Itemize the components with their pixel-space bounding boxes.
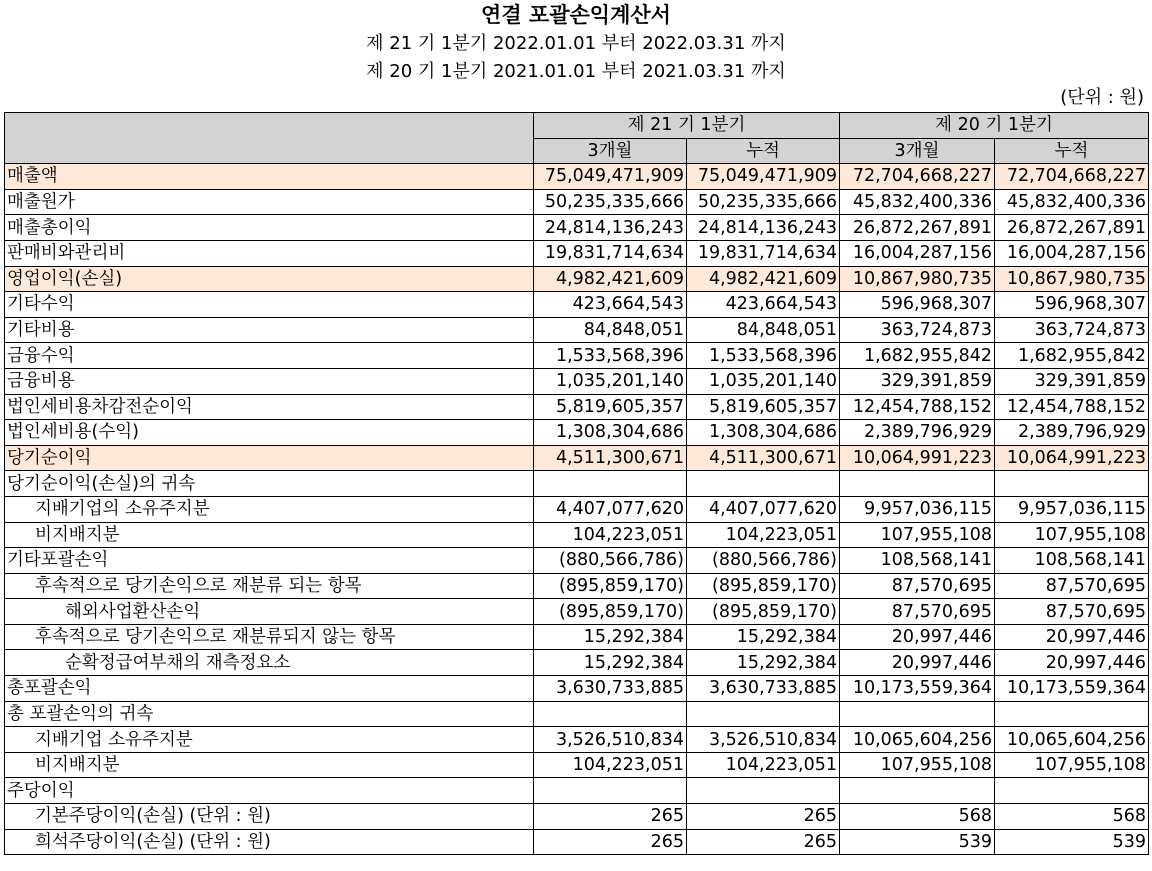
row-value: 10,867,980,735	[840, 266, 995, 292]
table-row	[5, 573, 1149, 599]
row-value: 45,832,400,336	[840, 189, 995, 215]
row-value: (895,859,170)	[534, 599, 687, 625]
row-label: 매출액	[5, 164, 534, 190]
row-value: 10,867,980,735	[995, 266, 1149, 292]
row-value	[840, 778, 995, 804]
row-value: 20,997,446	[840, 624, 995, 650]
row-label: 법인세비용차감전순이익	[5, 394, 534, 420]
row-value: 19,831,714,634	[534, 240, 687, 266]
row-value	[687, 471, 840, 497]
row-value: 15,292,384	[534, 624, 687, 650]
table-row	[5, 829, 1149, 855]
row-value: 107,955,108	[995, 522, 1149, 548]
row-value: 50,235,335,666	[687, 189, 840, 215]
row-label: 기타비용	[5, 317, 534, 343]
row-value: 108,568,141	[995, 548, 1149, 574]
table-row	[5, 624, 1149, 650]
row-label: 해외사업환산손익	[5, 599, 534, 625]
row-value: 1,533,568,396	[687, 343, 840, 369]
table-row	[5, 240, 1149, 266]
row-label: 당기순이익(손실)의 귀속	[5, 471, 534, 497]
header-sub-prior-cum: 누적	[995, 138, 1149, 164]
row-value: 16,004,287,156	[840, 240, 995, 266]
row-label: 당기순이익	[5, 445, 534, 471]
row-value: 87,570,695	[995, 599, 1149, 625]
row-label: 기타포괄손익	[5, 548, 534, 574]
row-value	[995, 778, 1149, 804]
header-sub-current-3m: 3개월	[534, 138, 687, 164]
row-value: 1,308,304,686	[534, 420, 687, 446]
row-value: 423,664,543	[534, 292, 687, 318]
row-value: 72,704,668,227	[995, 164, 1149, 190]
row-label: 후속적으로 당기손익으로 재분류되지 않는 항목	[5, 624, 534, 650]
row-value: 104,223,051	[687, 752, 840, 778]
row-value: 4,982,421,609	[687, 266, 840, 292]
row-value	[534, 471, 687, 497]
period-prior: 제 20 기 1분기 2021.01.01 부터 2021.03.31 까지	[366, 61, 786, 82]
row-value: 3,526,510,834	[687, 727, 840, 753]
row-value: 1,308,304,686	[687, 420, 840, 446]
row-label: 판매비와관리비	[5, 240, 534, 266]
row-value: 596,968,307	[840, 292, 995, 318]
row-value: 107,955,108	[840, 752, 995, 778]
row-value	[840, 471, 995, 497]
row-value: 75,049,471,909	[534, 164, 687, 190]
row-value: 363,724,873	[840, 317, 995, 343]
row-value: 10,065,604,256	[995, 727, 1149, 753]
table-row	[5, 368, 1149, 394]
row-value: 10,064,991,223	[840, 445, 995, 471]
row-value	[995, 701, 1149, 727]
table-row	[5, 215, 1149, 241]
row-label: 지배기업의 소유주지분	[5, 496, 534, 522]
row-value: 1,035,201,140	[687, 368, 840, 394]
unit-label: (단위 : 원)	[1060, 87, 1144, 108]
table-row	[5, 445, 1149, 471]
row-value: (895,859,170)	[687, 599, 840, 625]
row-value: 329,391,859	[995, 368, 1149, 394]
table-row	[5, 778, 1149, 804]
table-row	[5, 164, 1149, 190]
row-value: 5,819,605,357	[687, 394, 840, 420]
row-value: 104,223,051	[534, 522, 687, 548]
row-value: 15,292,384	[687, 624, 840, 650]
header-blank-cell	[5, 113, 534, 164]
statement-title: 연결 포괄손익계산서	[481, 3, 671, 27]
row-value: 87,570,695	[995, 573, 1149, 599]
row-value: 24,814,136,243	[687, 215, 840, 241]
row-value: 107,955,108	[995, 752, 1149, 778]
row-value: 2,389,796,929	[840, 420, 995, 446]
table-row	[5, 394, 1149, 420]
table-row	[5, 471, 1149, 497]
row-value	[534, 778, 687, 804]
header-sub-prior-3m: 3개월	[840, 138, 995, 164]
row-value: 1,682,955,842	[995, 343, 1149, 369]
table-row	[5, 496, 1149, 522]
table-row	[5, 676, 1149, 702]
row-value: 19,831,714,634	[687, 240, 840, 266]
row-label: 희석주당이익(손실) (단위 : 원)	[5, 829, 534, 855]
row-value: 20,997,446	[840, 650, 995, 676]
row-value: 3,630,733,885	[534, 676, 687, 702]
header-row-groups	[5, 113, 1149, 139]
row-value: 363,724,873	[995, 317, 1149, 343]
row-value	[687, 701, 840, 727]
row-value: 24,814,136,243	[534, 215, 687, 241]
table-row	[5, 317, 1149, 343]
row-value: (880,566,786)	[534, 548, 687, 574]
row-label: 비지배지분	[5, 752, 534, 778]
row-value	[534, 701, 687, 727]
row-value: 10,173,559,364	[995, 676, 1149, 702]
row-value: 1,035,201,140	[534, 368, 687, 394]
row-value: 107,955,108	[840, 522, 995, 548]
row-value: 1,682,955,842	[840, 343, 995, 369]
row-value: 12,454,788,152	[995, 394, 1149, 420]
row-value: 72,704,668,227	[840, 164, 995, 190]
table-row	[5, 292, 1149, 318]
row-value: 87,570,695	[840, 573, 995, 599]
row-value: 104,223,051	[687, 522, 840, 548]
row-value: 4,407,077,620	[687, 496, 840, 522]
row-label: 비지배지분	[5, 522, 534, 548]
row-value: 1,533,568,396	[534, 343, 687, 369]
row-value: 45,832,400,336	[995, 189, 1149, 215]
row-value: 10,065,604,256	[840, 727, 995, 753]
statement-rows	[5, 164, 1149, 855]
table-row	[5, 189, 1149, 215]
income-statement-table	[4, 112, 1149, 855]
row-label: 후속적으로 당기손익으로 재분류 되는 항목	[5, 573, 534, 599]
header-group-current: 제 21 기 1분기	[534, 113, 840, 139]
row-value: 4,982,421,609	[534, 266, 687, 292]
row-value: 539	[840, 829, 995, 855]
table-row	[5, 343, 1149, 369]
row-value: 84,848,051	[687, 317, 840, 343]
table-row	[5, 599, 1149, 625]
row-value: 26,872,267,891	[995, 215, 1149, 241]
row-value: 15,292,384	[534, 650, 687, 676]
row-value: 3,526,510,834	[534, 727, 687, 753]
row-value	[995, 471, 1149, 497]
row-value: 265	[687, 804, 840, 830]
table-row	[5, 701, 1149, 727]
row-label: 금융수익	[5, 343, 534, 369]
row-value: 596,968,307	[995, 292, 1149, 318]
row-value: 4,511,300,671	[687, 445, 840, 471]
table-row	[5, 266, 1149, 292]
row-value: 10,064,991,223	[995, 445, 1149, 471]
row-value: (895,859,170)	[534, 573, 687, 599]
row-value: 539	[995, 829, 1149, 855]
row-value	[840, 701, 995, 727]
row-value: 75,049,471,909	[687, 164, 840, 190]
row-value: (880,566,786)	[687, 548, 840, 574]
row-value: 329,391,859	[840, 368, 995, 394]
row-value: 104,223,051	[534, 752, 687, 778]
row-value: 568	[995, 804, 1149, 830]
row-value	[687, 778, 840, 804]
row-value: 265	[534, 829, 687, 855]
row-label: 기타수익	[5, 292, 534, 318]
row-label: 총 포괄손익의 귀속	[5, 701, 534, 727]
header-group-prior: 제 20 기 1분기	[840, 113, 1149, 139]
table-row	[5, 650, 1149, 676]
row-label: 금융비용	[5, 368, 534, 394]
row-value: 84,848,051	[534, 317, 687, 343]
row-value: 265	[534, 804, 687, 830]
row-value: 9,957,036,115	[840, 496, 995, 522]
row-value: 2,389,796,929	[995, 420, 1149, 446]
table-row	[5, 752, 1149, 778]
row-value: 9,957,036,115	[995, 496, 1149, 522]
period-current: 제 21 기 1분기 2022.01.01 부터 2022.03.31 까지	[366, 33, 786, 54]
statement-header	[0, 0, 1152, 86]
row-value: 3,630,733,885	[687, 676, 840, 702]
row-value: 5,819,605,357	[534, 394, 687, 420]
row-label: 지배기업 소유주지분	[5, 727, 534, 753]
row-label: 영업이익(손실)	[5, 266, 534, 292]
row-value: 15,292,384	[687, 650, 840, 676]
table-row	[5, 420, 1149, 446]
row-value: 10,173,559,364	[840, 676, 995, 702]
row-label: 법인세비용(수익)	[5, 420, 534, 446]
table-row	[5, 727, 1149, 753]
row-value: 265	[687, 829, 840, 855]
row-label: 총포괄손익	[5, 676, 534, 702]
table-row	[5, 548, 1149, 574]
row-value: (895,859,170)	[687, 573, 840, 599]
header-sub-current-cum: 누적	[687, 138, 840, 164]
row-label: 매출원가	[5, 189, 534, 215]
row-value: 16,004,287,156	[995, 240, 1149, 266]
row-value: 568	[840, 804, 995, 830]
row-value: 4,511,300,671	[534, 445, 687, 471]
row-value: 26,872,267,891	[840, 215, 995, 241]
row-value: 4,407,077,620	[534, 496, 687, 522]
row-label: 주당이익	[5, 778, 534, 804]
row-value: 423,664,543	[687, 292, 840, 318]
row-value: 50,235,335,666	[534, 189, 687, 215]
row-label: 순확정급여부채의 재측정요소	[5, 650, 534, 676]
row-value: 12,454,788,152	[840, 394, 995, 420]
row-value: 87,570,695	[840, 599, 995, 625]
table-row	[5, 522, 1149, 548]
row-label: 기본주당이익(손실) (단위 : 원)	[5, 804, 534, 830]
row-value: 108,568,141	[840, 548, 995, 574]
row-value: 20,997,446	[995, 624, 1149, 650]
row-label: 매출총이익	[5, 215, 534, 241]
table-row	[5, 804, 1149, 830]
row-value: 20,997,446	[995, 650, 1149, 676]
